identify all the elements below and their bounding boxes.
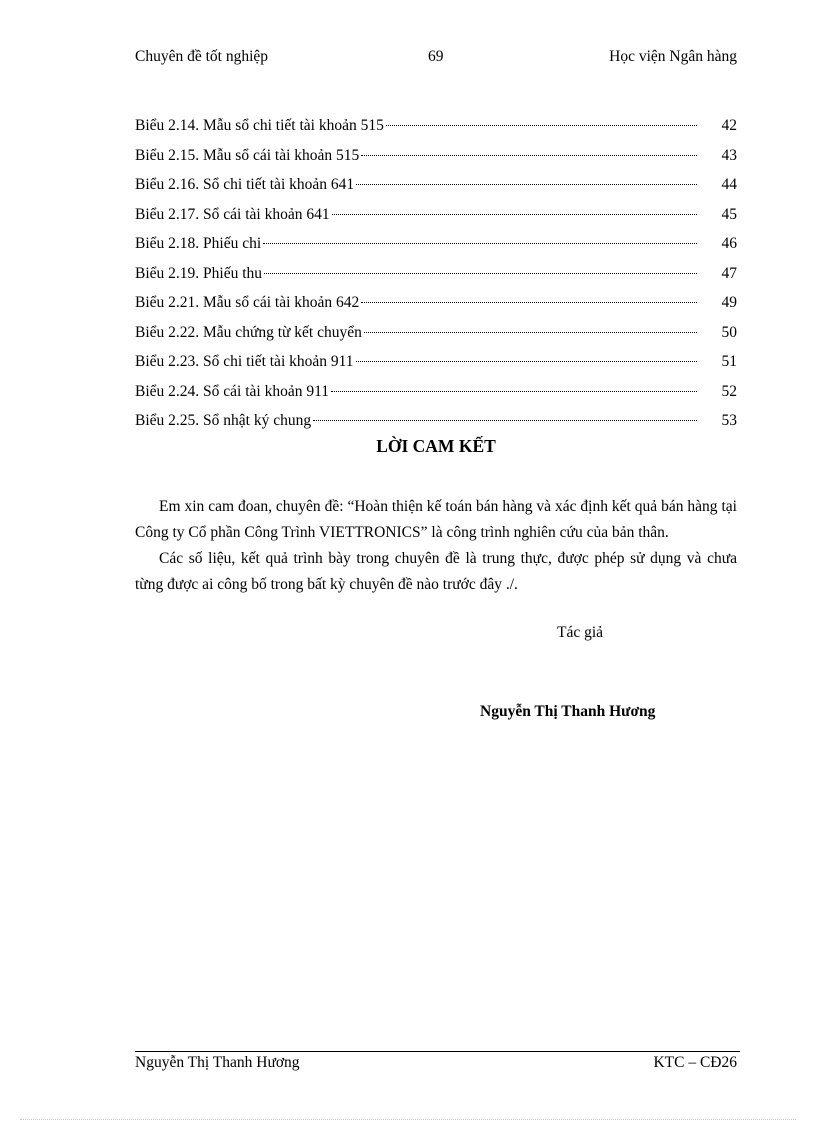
section-title: LỜI CAM KẾT xyxy=(376,436,496,456)
toc-entry-title: Biểu 2.15. Mẫu sổ cái tài khoản 515 xyxy=(135,146,360,164)
toc-entry xyxy=(135,380,737,410)
toc-entry xyxy=(135,350,737,380)
toc-entry xyxy=(135,173,737,203)
toc-leader-dots xyxy=(263,242,697,244)
toc-entry xyxy=(135,262,737,292)
header-institution: Học viện Ngân hàng xyxy=(609,48,737,65)
footer-author: Nguyễn Thị Thanh Hương xyxy=(135,1054,300,1071)
toc-entry-title: Biểu 2.19. Phiếu thu xyxy=(135,264,263,282)
toc-entry xyxy=(135,203,737,233)
toc-entry-title: Biểu 2.17. Sổ cái tài khoản 641 xyxy=(135,205,330,223)
toc-entry-page: 43 xyxy=(721,146,737,164)
toc-entry-page: 44 xyxy=(721,176,737,193)
toc-entry-page: 45 xyxy=(721,205,737,223)
commitment-paragraph: Em xin cam đoan, chuyên đề: “Hoàn thiện kế toán bán hàng và xác định kết quả bán hàng tại Công ty Cổ phần Công Trình VIETTRONICS” là công trình nghiên cứu của bản thân. xyxy=(135,498,737,541)
toc-leader-dots xyxy=(361,154,697,156)
toc-leader-dots xyxy=(356,183,697,185)
toc-leader-dots xyxy=(356,360,697,362)
toc-entry-title: Biểu 2.18. Phiếu chi xyxy=(135,235,262,252)
page-bottom-edge xyxy=(20,1119,796,1120)
signature-label: Tác giả xyxy=(557,624,604,641)
toc-entry xyxy=(135,291,737,321)
toc-entry-page: 52 xyxy=(721,382,737,400)
signature-name: Nguyễn Thị Thanh Hương xyxy=(480,703,656,720)
toc-entry-page: 53 xyxy=(721,412,737,429)
toc-entry-title: Biểu 2.16. Sổ chi tiết tài khoản 641 xyxy=(135,176,355,193)
toc-entry xyxy=(135,144,737,174)
header-document-type: Chuyên đề tốt nghiệp xyxy=(135,48,269,65)
toc-entry-page: 47 xyxy=(721,264,737,282)
toc-entry-page: 49 xyxy=(721,294,737,311)
toc-entry-page: 50 xyxy=(721,323,737,341)
toc-entry-page: 51 xyxy=(721,353,737,370)
toc-entry xyxy=(135,232,737,262)
toc-leader-dots xyxy=(332,213,697,215)
toc-entry-title: Biểu 2.21. Mẫu sổ cái tài khoản 642 xyxy=(135,294,360,311)
toc-entry-title: Biểu 2.22. Mẫu chứng từ kết chuyển xyxy=(135,323,362,341)
toc-leader-dots xyxy=(264,272,697,274)
commitment-paragraph: Các số liệu, kết quả trình bày trong chuyên đề là trung thực, được phép sử dụng và chưa từng được ai công bố trong bất kỳ chuyên đề nào trước đây ./. xyxy=(135,550,737,593)
commitment-body xyxy=(135,494,737,598)
toc-entry-title: Biểu 2.14. Mẫu sổ chi tiết tài khoản 515 xyxy=(135,117,384,134)
toc-entry-title: Biểu 2.25. Sổ nhật ký chung xyxy=(135,412,312,429)
toc-entry-title: Biểu 2.24. Sổ cái tài khoản 911 xyxy=(135,382,330,400)
table-of-figures xyxy=(135,114,737,439)
toc-leader-dots xyxy=(364,331,697,333)
toc-entry xyxy=(135,321,737,351)
toc-entry-title: Biểu 2.23. Sổ chi tiết tài khoản 911 xyxy=(135,353,354,370)
toc-entry-page: 42 xyxy=(721,117,737,134)
toc-entry-page: 46 xyxy=(721,235,737,252)
toc-leader-dots xyxy=(313,419,697,421)
toc-entry xyxy=(135,409,737,439)
toc-leader-dots xyxy=(361,301,697,303)
page-header xyxy=(135,48,737,70)
toc-leader-dots xyxy=(331,390,697,392)
header-page-number: 69 xyxy=(428,48,444,65)
footer-class-code: KTC – CĐ26 xyxy=(653,1054,737,1071)
toc-entry xyxy=(135,114,737,144)
footer-divider xyxy=(135,1051,740,1052)
page-footer xyxy=(135,1054,737,1076)
toc-leader-dots xyxy=(386,124,697,126)
